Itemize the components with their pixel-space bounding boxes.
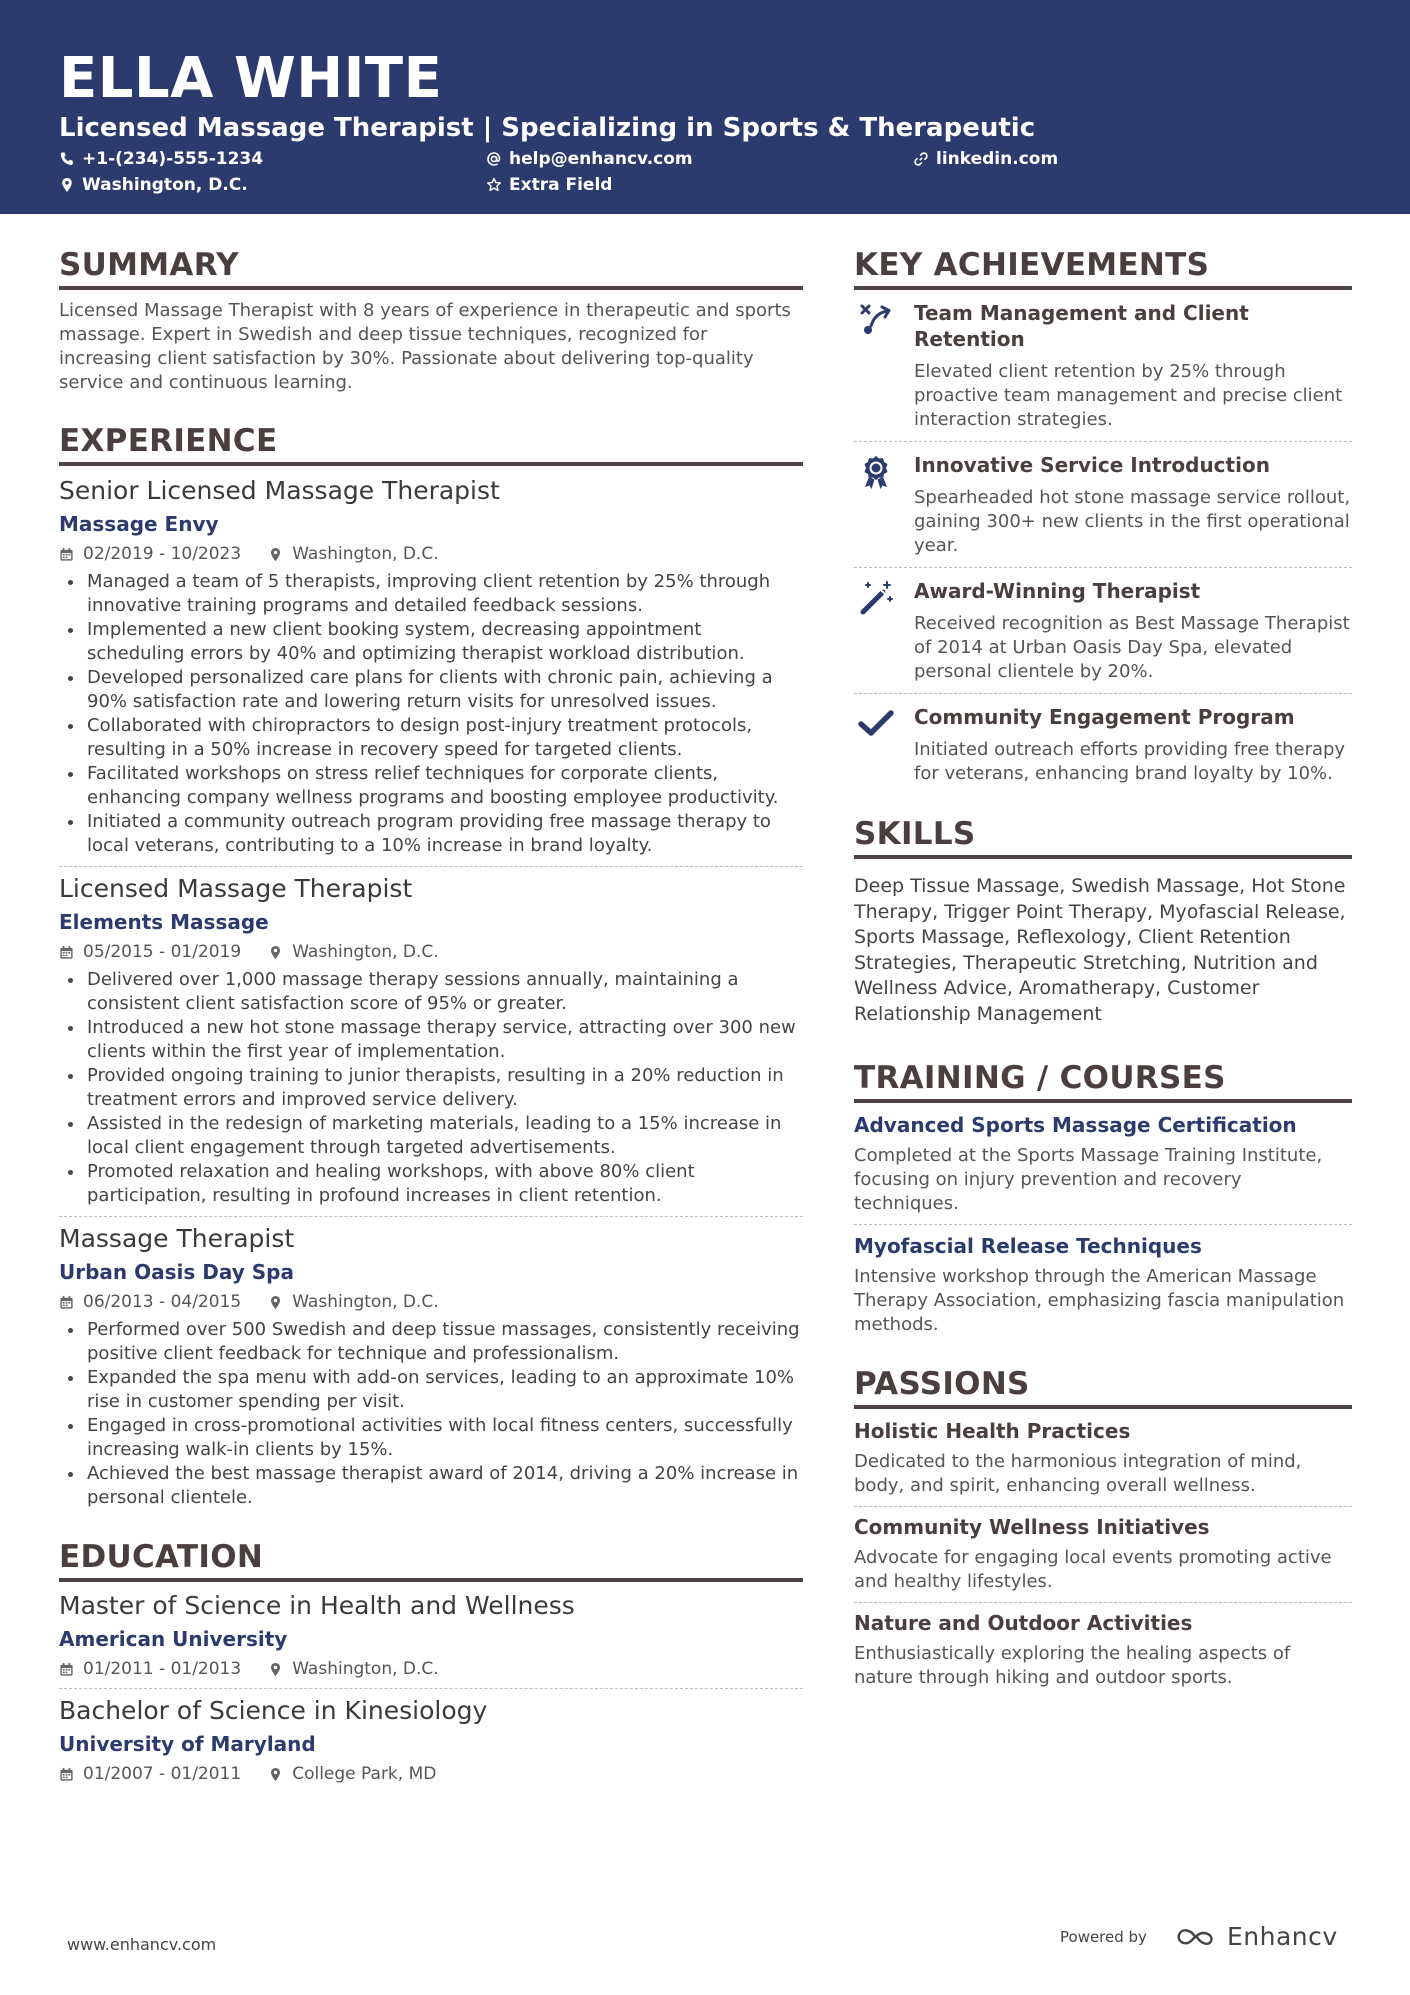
contact-linkedin[interactable] (913, 148, 1058, 170)
calendar-icon (59, 547, 74, 562)
passion-item (854, 1603, 1352, 1690)
section-title-education: EDUCATION (59, 1538, 803, 1582)
achievement-item (854, 442, 1352, 567)
degree-title: Bachelor of Science in Kinesiology (59, 1696, 488, 1725)
job-dates: 02/2019 - 10/2023 (83, 544, 242, 564)
job-title: Licensed Massage Therapist (59, 874, 413, 903)
passion-title: Community Wellness Initiatives (854, 1515, 1210, 1539)
achievement-title: Team Management and Client Retention (914, 301, 1249, 351)
education-location-text: Washington, D.C. (292, 1659, 439, 1679)
job-location-text: Washington, D.C. (292, 544, 439, 564)
passion-item (854, 1507, 1352, 1602)
school-name: University of Maryland (59, 1732, 316, 1756)
location-pin-icon (268, 1662, 283, 1677)
candidate-title: Licensed Massage Therapist | Specializing in Sports & Therapeutic (59, 113, 1036, 143)
powered-by-text: Powered by (1060, 1927, 1147, 1946)
course-text: Intensive workshop through the American Massage Therapy Association, emphasizing fascia manipulation methods. (854, 1266, 1345, 1335)
bullet-item: Engaged in cross-promotional activities with local fitness centers, successfully increasing walk-in clients by 15%. (59, 1414, 803, 1462)
location-pin-icon (268, 1295, 283, 1310)
achievement-text: Spearheaded hot stone massage service rollout, gaining 300+ new clients in the first operational year. (914, 487, 1351, 556)
job-location (268, 543, 438, 565)
location-pin-icon (268, 945, 283, 960)
bullet-item: Developed personalized care plans for clients with chronic pain, achieving a 90% satisfaction rate and lowering return visits for unresolved issues. (59, 666, 803, 714)
job-dates: 05/2015 - 01/2019 (83, 942, 242, 962)
star-icon (486, 177, 502, 193)
passion-text: Advocate for engaging local events promoting active and healthy lifestyles. (854, 1547, 1332, 1592)
achievements-section (854, 246, 1352, 795)
bullet-item: Delivered over 1,000 massage therapy sessions annually, maintaining a consistent client satisfaction score of 95% or greater. (59, 968, 803, 1016)
job-meta (59, 543, 803, 565)
award-ribbon-icon (858, 454, 894, 490)
linkedin-text: linkedin.com (936, 149, 1059, 169)
experience-item (59, 466, 803, 866)
bullet-item: Achieved the best massage therapist award of 2014, driving a 20% increase in personal clientele. (59, 1462, 803, 1510)
experience-section (59, 422, 803, 1510)
achievement-text: Elevated client retention by 25% through proactive team management and precise client interaction strategies. (914, 361, 1343, 430)
course-title: Myofascial Release Techniques (854, 1234, 1202, 1258)
degree-title: Master of Science in Health and Wellness (59, 1591, 575, 1620)
bullet-item: Provided ongoing training to junior therapists, resulting in a 20% reduction in treatment errors and improved service delivery. (59, 1064, 803, 1112)
bullet-item: Promoted relaxation and healing workshops, with above 80% client participation, resulting in profound increases in client retention. (59, 1160, 803, 1208)
education-section (59, 1538, 803, 1785)
bullet-item: Managed a team of 5 therapists, improving client retention by 25% through innovative training programs and detailed feedback sessions. (59, 570, 803, 618)
bullet-item: Assisted in the redesign of marketing materials, leading to a 15% increase in local client engagement through targeted advertisements. (59, 1112, 803, 1160)
resume-header (0, 0, 1410, 214)
job-meta (59, 941, 803, 963)
summary-text: Licensed Massage Therapist with 8 years of experience in therapeutic and sports massage. Expert in Swedish and deep tissue techniques, recognized for increasing client satisfaction by 30%. Passionate about delivering top-quality service and continuous learning. (59, 300, 791, 393)
job-title: Senior Licensed Massage Therapist (59, 476, 500, 505)
job-bullets (59, 570, 803, 858)
education-meta (59, 1658, 803, 1680)
bullet-item: Facilitated workshops on stress relief techniques for corporate clients, enhancing company wellness programs and boosting employee productivity. (59, 762, 803, 810)
job-bullets (59, 1318, 803, 1510)
right-column (854, 246, 1352, 1690)
passions-section (854, 1365, 1352, 1690)
contact-location (59, 174, 248, 196)
location-pin-icon (59, 177, 75, 193)
job-dates: 06/2013 - 04/2015 (83, 1292, 242, 1312)
phone-icon (59, 151, 75, 167)
job-location (268, 1291, 438, 1313)
course-item (854, 1103, 1352, 1224)
course-item (854, 1225, 1352, 1337)
candidate-name: ELLA WHITE (59, 46, 443, 111)
achievement-title: Innovative Service Introduction (914, 453, 1270, 477)
contact-phone[interactable] (59, 148, 263, 170)
passion-item (854, 1409, 1352, 1506)
checkmark-icon (858, 706, 894, 742)
section-title-experience: EXPERIENCE (59, 422, 803, 466)
location-pin-icon (268, 1767, 283, 1782)
job-location-text: Washington, D.C. (292, 1292, 439, 1312)
education-location (268, 1658, 438, 1680)
bullet-item: Introduced a new hot stone massage therapy service, attracting over 300 new clients within the first year of implementation. (59, 1016, 803, 1064)
job-location-text: Washington, D.C. (292, 942, 439, 962)
company-name: Urban Oasis Day Spa (59, 1260, 294, 1284)
location-text: Washington, D.C. (82, 175, 248, 195)
passion-title: Holistic Health Practices (854, 1419, 1131, 1443)
job-location (268, 941, 438, 963)
footer-branding[interactable] (1060, 1922, 1338, 1951)
experience-item (59, 867, 803, 1216)
job-title: Massage Therapist (59, 1224, 295, 1253)
education-item (59, 1582, 803, 1688)
at-sign-icon (486, 151, 502, 167)
contact-email[interactable] (486, 148, 693, 170)
course-title: Advanced Sports Massage Certification (854, 1113, 1297, 1137)
education-item (59, 1689, 803, 1785)
email-text: help@enhancv.com (509, 149, 693, 169)
contact-extra (486, 174, 612, 196)
footer-website-link[interactable]: www.enhancv.com (67, 1935, 217, 1954)
phone-text: +1-(234)-555-1234 (82, 149, 264, 169)
bullet-item: Performed over 500 Swedish and deep tissue massages, consistently receiving positive client feedback for technique and professionalism. (59, 1318, 803, 1366)
section-title-achievements: KEY ACHIEVEMENTS (854, 246, 1352, 290)
section-title-summary: SUMMARY (59, 246, 803, 290)
school-name: American University (59, 1627, 288, 1651)
calendar-icon (59, 945, 74, 960)
passion-title: Nature and Outdoor Activities (854, 1611, 1193, 1635)
bullet-item: Implemented a new client booking system, decreasing appointment scheduling errors by 40% and optimizing therapist workload distribution. (59, 618, 803, 666)
education-location (268, 1763, 436, 1785)
section-title-training: TRAINING / COURSES (854, 1059, 1352, 1103)
achievement-item (854, 694, 1352, 795)
company-name: Elements Massage (59, 910, 269, 934)
magic-wand-icon (858, 580, 894, 616)
job-bullets (59, 968, 803, 1208)
section-title-skills: SKILLS (854, 815, 1352, 859)
experience-item (59, 1217, 803, 1510)
summary-section (59, 246, 803, 395)
enhancv-logo-text: Enhancv (1226, 1922, 1338, 1951)
location-pin-icon (268, 547, 283, 562)
calendar-icon (59, 1767, 74, 1782)
passion-text: Enthusiastically exploring the healing aspects of nature through hiking and outdoor sports. (854, 1643, 1291, 1688)
course-text: Completed at the Sports Massage Training Institute, focusing on injury prevention and recovery techniques. (854, 1145, 1323, 1214)
education-location-text: College Park, MD (292, 1764, 437, 1784)
bullet-item: Expanded the spa menu with add-on services, leading to an approximate 10% rise in customer spending per visit. (59, 1366, 803, 1414)
strategy-icon (858, 302, 894, 338)
link-icon (913, 151, 929, 167)
achievement-item (854, 290, 1352, 441)
extra-text: Extra Field (509, 175, 613, 195)
passion-text: Dedicated to the harmonious integration of mind, body, and spirit, enhancing overall wellness. (854, 1451, 1302, 1496)
section-title-passions: PASSIONS (854, 1365, 1352, 1409)
education-dates: 01/2007 - 01/2011 (83, 1764, 242, 1784)
enhancv-logo-icon (1175, 1925, 1219, 1949)
calendar-icon (59, 1662, 74, 1677)
education-dates: 01/2011 - 01/2013 (83, 1659, 242, 1679)
training-section (854, 1059, 1352, 1337)
achievement-title: Community Engagement Program (914, 705, 1295, 729)
skills-text: Deep Tissue Massage, Swedish Massage, Hot Stone Therapy, Trigger Point Therapy, Myofascial Release, Sports Massage, Reflexology, Client Retention Strategies, Therapeutic Stretching, Nutrition and Wellness Advice, Aromatherapy, Customer Relationship Management (854, 875, 1346, 1025)
company-name: Massage Envy (59, 512, 219, 536)
achievement-item (854, 568, 1352, 693)
achievement-title: Award-Winning Therapist (914, 579, 1201, 603)
skills-section (854, 815, 1352, 1027)
achievement-text: Received recognition as Best Massage Therapist of 2014 at Urban Oasis Day Spa, elevated personal clientele by 20%. (914, 613, 1350, 682)
calendar-icon (59, 1295, 74, 1310)
achievement-text: Initiated outreach efforts providing free therapy for veterans, enhancing brand loyalty by 10%. (914, 739, 1346, 784)
bullet-item: Initiated a community outreach program providing free massage therapy to local veterans, contributing to a 10% increase in brand loyalty. (59, 810, 803, 858)
education-meta (59, 1763, 803, 1785)
left-column (59, 246, 803, 1785)
job-meta (59, 1291, 803, 1313)
bullet-item: Collaborated with chiropractors to design post-injury treatment protocols, resulting in a 50% increase in recovery speed for targeted clients. (59, 714, 803, 762)
